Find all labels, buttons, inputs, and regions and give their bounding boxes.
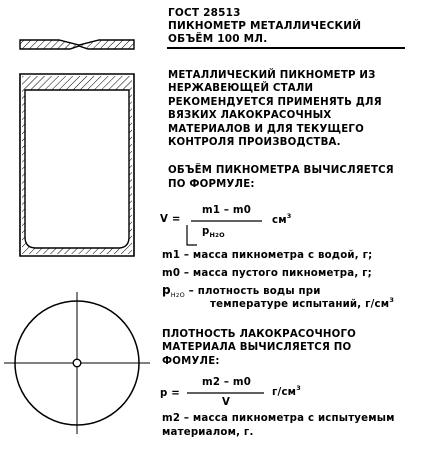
definition-rho-water-line2: температуре испытаний, $г/см^3$: [210, 296, 395, 310]
volume-heading-line: ОБЪЁМ ПИКНОМЕТРА ВЫЧИСЛЯЕТСЯ: [168, 165, 394, 176]
header-line1: ГОСТ 28513: [168, 7, 241, 19]
cup-cross-section: [20, 74, 134, 256]
lid-cross-section: [20, 40, 134, 49]
definition-rho-water: $p_{H2O}$ – плотность воды при: [162, 283, 321, 299]
formula1-numerator: m1 – m0: [202, 205, 251, 216]
formula2-lhs: p =: [160, 388, 180, 399]
formula2-numerator: m2 – m0: [202, 377, 251, 388]
volume-heading-line: ПО ФОРМУЛЕ:: [168, 179, 255, 190]
density-heading-line: МАТЕРИАЛА ВЫЧИСЛЯЕТСЯ ПО: [162, 342, 352, 353]
header-divider: [167, 47, 405, 49]
cup-top-view: [4, 292, 150, 434]
intro-line: МАТЕРИАЛОВ И ДЛЯ ТЕКУЩЕГО: [168, 124, 364, 135]
header-line3: ОБЪЁМ 100 МЛ.: [168, 33, 268, 45]
definition-m1: m1 – масса пикнометра с водой, г;: [162, 250, 373, 261]
formula2-denominator: V: [222, 397, 231, 408]
definition-m2-line2: материалом, г.: [162, 427, 254, 438]
formula1-unit: $см^3$: [272, 212, 292, 226]
intro-line: РЕКОМЕНДУЕТСЯ ПРИМЕНЯТЬ ДЛЯ: [168, 97, 382, 108]
intro-line: ВЯЗКИХ ЛАКОКРАСОЧНЫХ: [168, 110, 332, 121]
formula1-lhs: V =: [160, 214, 181, 225]
intro-line: НЕРЖАВЕЮЩЕЙ СТАЛИ: [168, 83, 314, 94]
center-hole: [73, 359, 81, 367]
definition-m0: m0 – масса пустого пикнометра, г;: [162, 268, 372, 279]
formula1-denominator-bracket: [187, 225, 197, 245]
formula2-unit: $г/см^3$: [272, 384, 301, 398]
density-heading-line: ФОМУЛЕ:: [162, 356, 220, 367]
intro-line: МЕТАЛЛИЧЕСКИЙ ПИКНОМЕТР ИЗ: [168, 70, 376, 81]
definition-m2-line1: m2 – масса пикнометра с испытуемым: [162, 413, 395, 424]
formula1-denominator: $p_{H2O}$: [202, 226, 225, 239]
header-line2: ПИКНОМЕТР МЕТАЛЛИЧЕСКИЙ: [168, 20, 362, 32]
density-heading-line: ПЛОТНОСТЬ ЛАКОКРАСОЧНОГО: [162, 329, 357, 340]
intro-line: КОНТРОЛЯ ПРОИЗВОДСТВА.: [168, 137, 341, 148]
